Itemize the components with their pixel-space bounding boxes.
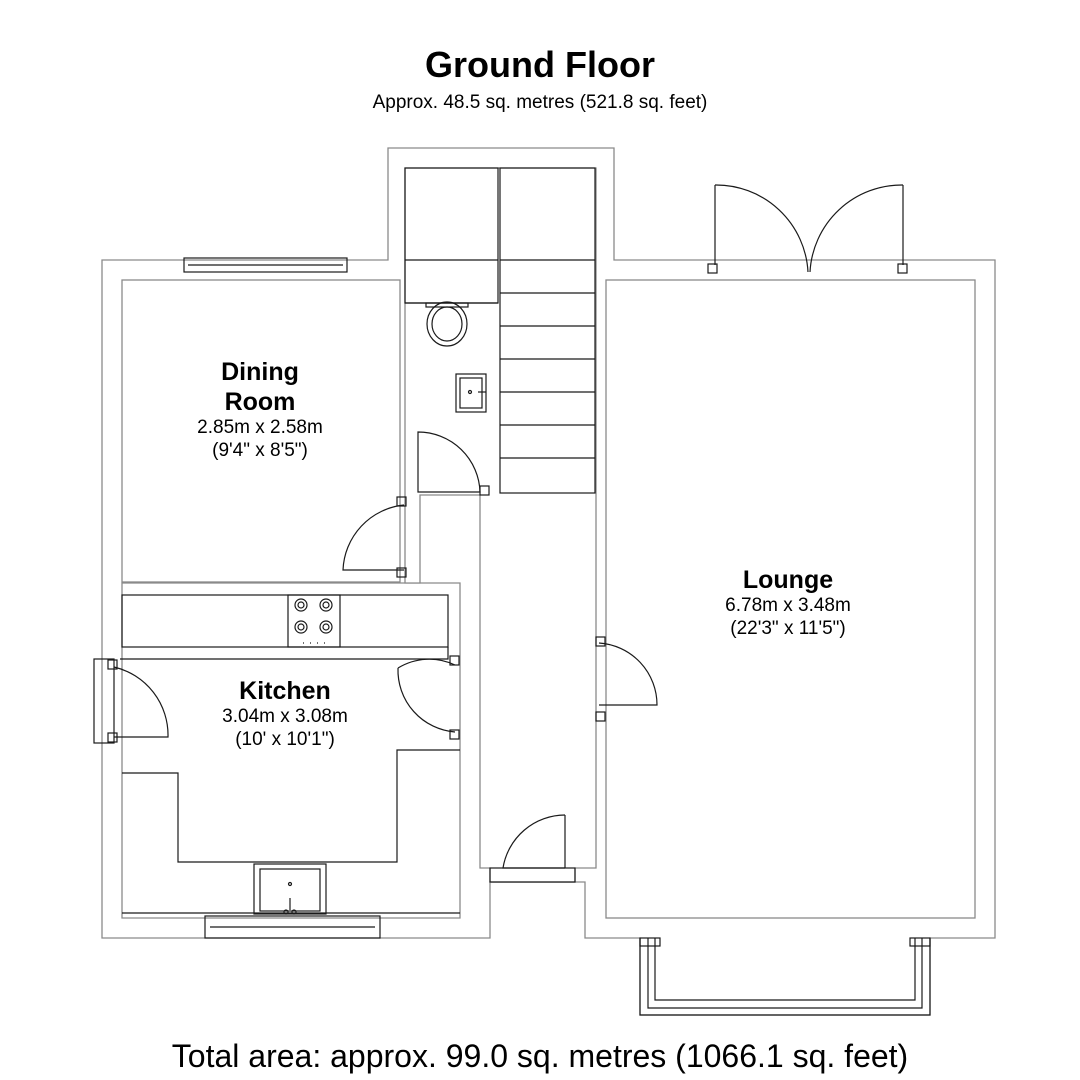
lounge-imperial: (22'3" x 11'5") — [730, 617, 846, 639]
floor-area-subtitle: Approx. 48.5 sq. metres (521.8 sq. feet) — [372, 92, 708, 113]
dining-room-label — [160, 357, 360, 463]
dining-room-name-line1: Dining — [221, 358, 299, 386]
dining-room-metric: 2.85m x 2.58m — [197, 417, 323, 438]
total-area: Total area: approx. 99.0 sq. metres (1066.1 sq. feet) — [171, 1038, 909, 1074]
lounge-metric: 6.78m x 3.48m — [725, 595, 851, 616]
kitchen-name: Kitchen — [239, 677, 331, 705]
dining-room-imperial: (9'4" x 8'5") — [212, 439, 308, 461]
kitchen-imperial: (10' x 10'1") — [235, 728, 335, 750]
floor-title: Ground Floor — [425, 44, 655, 85]
lounge-name: Lounge — [742, 566, 834, 594]
kitchen-label — [185, 676, 385, 752]
kitchen-metric: 3.04m x 3.08m — [222, 706, 348, 727]
dining-room-name-line2: Room — [224, 388, 296, 416]
lounge-label — [688, 565, 888, 641]
